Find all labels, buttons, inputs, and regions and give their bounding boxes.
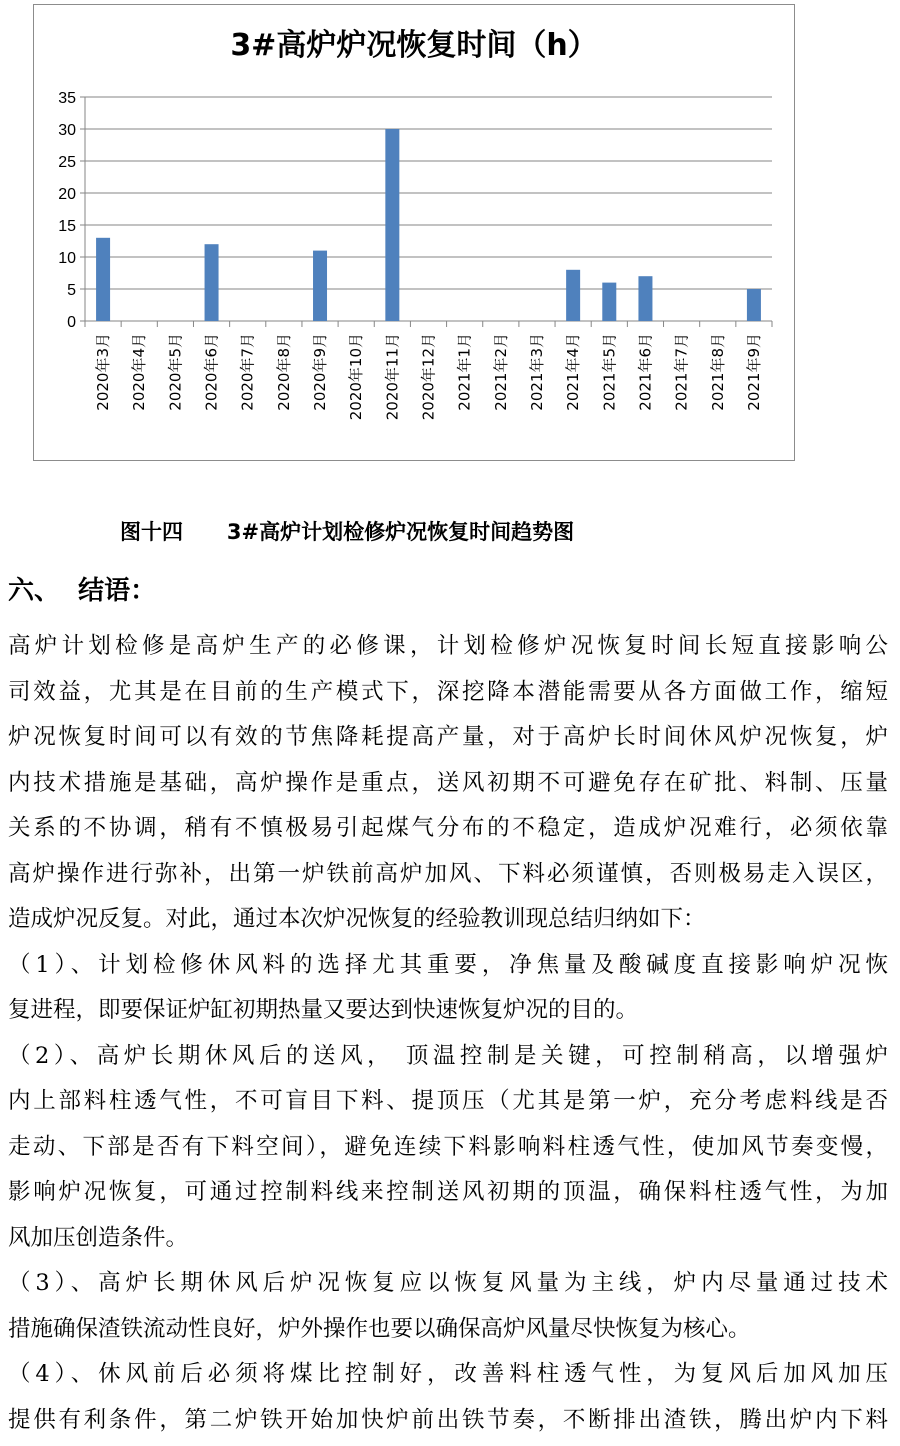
paragraph-line: 炉况恢复时间可以有效的节焦降耗提高产量，对于高炉长时间休风炉况恢复，炉 — [8, 724, 888, 750]
bar — [96, 238, 110, 321]
x-tick-label: 2021年2月 — [491, 333, 510, 411]
x-tick-label: 2020年6月 — [202, 333, 221, 411]
y-tick-label: 10 — [58, 250, 76, 267]
paragraph-line: 内上部料柱透气性，不可盲目下料、提顶压（尤其是第一炉，充分考虑料线是否 — [8, 1088, 888, 1114]
x-tick-label: 2021年9月 — [744, 333, 763, 411]
y-tick-label: 20 — [58, 186, 76, 203]
x-tick-label: 2020年10月 — [347, 333, 366, 421]
paragraph-line: 走动、下部是否有下料空间），避免连续下料影响料柱透气性，使加风节奏变慢， — [8, 1133, 888, 1160]
paragraph-line: 提供有利条件，第二炉铁开始加快炉前出铁节奏，不断排出渣铁，腾出炉内下料 — [8, 1406, 888, 1433]
y-tick-label: 25 — [58, 154, 76, 171]
paragraph-line: （1）、计划检修休风料的选择尤其重要，净焦量及酸碱度直接影响炉况恢 — [8, 951, 888, 978]
bar — [638, 276, 652, 321]
x-tick-label: 2021年1月 — [455, 333, 474, 411]
bar — [747, 289, 761, 321]
paragraph-line: 内技术措施是基础，高炉操作是重点，送风初期不可避免存在矿批、料制、压量 — [8, 769, 888, 796]
paragraph-line: 造成炉况反复。对此，通过本次炉况恢复的经验教训现总结归纳如下： — [8, 906, 706, 932]
chart-frame — [33, 4, 795, 461]
paragraph-line: 措施确保渣铁流动性良好，炉外操作也要以确保高炉风量尽快恢复为核心。 — [8, 1315, 751, 1342]
figure-caption: 图十四 3#高炉计划检修炉况恢复时间趋势图 — [120, 520, 575, 544]
chart-title: 3#高炉炉况恢复时间（h） — [230, 28, 598, 63]
x-tick-label: 2021年6月 — [636, 333, 655, 411]
x-tick-label: 2021年8月 — [708, 333, 727, 411]
y-tick-label: 5 — [67, 282, 76, 299]
x-tick-label: 2020年4月 — [130, 333, 149, 411]
y-tick-label: 15 — [58, 218, 76, 235]
paragraph-line: 影响炉况恢复，可通过控制料线来控制送风初期的顶温，确保料柱透气性，为加 — [8, 1179, 888, 1205]
x-tick-label: 2020年7月 — [238, 333, 257, 411]
bar — [385, 129, 399, 321]
paragraph-line: 高炉操作进行弥补，出第一炉铁前高炉加风、下料必须谨慎，否则极易走入误区， — [8, 860, 888, 887]
bar — [313, 251, 327, 321]
bar — [566, 270, 580, 321]
y-tick-label: 35 — [58, 90, 76, 107]
bar — [602, 283, 616, 321]
paragraph-line: 风加压创造条件。 — [8, 1224, 189, 1251]
paragraph-line: 关系的不协调，稍有不慎极易引起煤气分布的不稳定，造成炉况难行，必须依靠 — [8, 815, 888, 841]
section-heading: 六、 结语： — [8, 576, 157, 606]
body-text — [8, 624, 888, 1443]
x-tick-label: 2020年11月 — [383, 333, 402, 421]
paragraph-line: 司效益，尤其是在目前的生产模式下，深挖降本潜能需要从各方面做工作，缩短 — [8, 678, 888, 705]
paragraph-line: （2）、高炉长期休风后的送风， 顶温控制是关键，可控制稍高，以增强炉 — [8, 1042, 888, 1069]
x-tick-label: 2020年5月 — [166, 333, 185, 411]
x-tick-label: 2020年3月 — [94, 333, 113, 411]
x-tick-label: 2020年9月 — [311, 333, 330, 411]
bar-chart — [34, 5, 794, 460]
x-tick-label: 2021年3月 — [527, 333, 546, 411]
x-tick-label: 2021年5月 — [600, 333, 619, 411]
bar — [205, 244, 219, 321]
paragraph-line: 复进程，即要保证炉缸初期热量又要达到快速恢复炉况的目的。 — [8, 997, 639, 1023]
x-tick-label: 2020年12月 — [419, 333, 438, 421]
y-tick-label: 0 — [67, 314, 76, 331]
paragraph-line: （4）、休风前后必须将煤比控制好，改善料柱透气性，为复风后加风加压 — [8, 1361, 888, 1387]
x-tick-label: 2021年7月 — [672, 333, 691, 411]
x-tick-label: 2020年8月 — [274, 333, 293, 411]
y-tick-label: 30 — [58, 122, 76, 139]
paragraph-line: 高炉计划检修是高炉生产的必修课，计划检修炉况恢复时间长短直接影响公 — [8, 633, 888, 659]
paragraph-line: （3）、高炉长期休风后炉况恢复应以恢复风量为主线，炉内尽量通过技术 — [8, 1270, 888, 1296]
x-tick-label: 2021年4月 — [564, 333, 583, 411]
